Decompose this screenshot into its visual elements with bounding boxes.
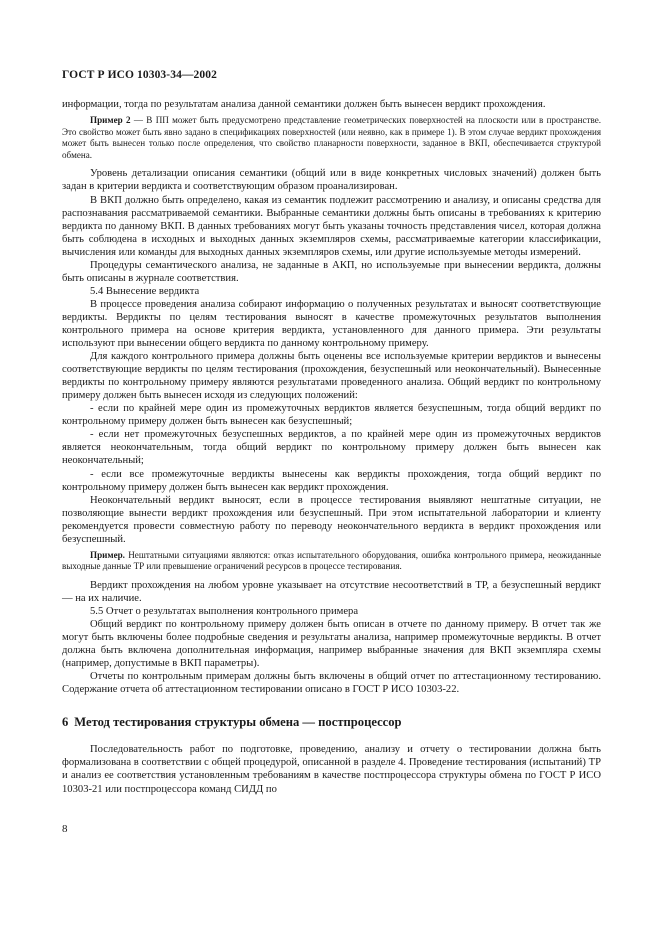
paragraph: Отчеты по контрольным примерам должны быть включены в общий отчет по аттестационному тестированию. Содержание отчета об аттестационном тестировании описано в ГОСТ Р ИСО 10303-22. <box>62 671 601 696</box>
list-item: - если по крайней мере один из промежуточных вердиктов является безуспешным, тогда общий вердикт по контрольному примеру должен быть вынесен как безуспешный; <box>62 403 601 428</box>
example-text: Нештатными ситуациями являются: отказ испытательного оборудования, ошибка контрольного примера, неожиданные выходные данные ТР или превышение ограничений ресурсов в процессе тестирования. <box>62 549 601 572</box>
paragraph: Уровень детализации описания семантики (общий или в виде конкретных числовых значений) должен быть задан в критерии вердикта и соответствующим образом проанализирован. <box>62 168 601 193</box>
subsection-heading-5-5: 5.5 Отчет о результатах выполнения контрольного примера <box>90 606 359 618</box>
example-2-text: — В ПП может быть предусмотрено представление геометрических поверхностей на плоскости или в пространстве. Это свойство может быть явно задано в спецификациях поверхностей (или неявно, как в примере 1). В этом случае вердикт прохождения может быть вынесен только после определения, что свойство планарности поверхности, заданное в ВКП, обеспечивается структурой обмена. <box>62 115 601 160</box>
paragraph: В ВКП должно быть определено, какая из семантик подлежит рассмотрению и анализу, и описаны средства для распознавания рассматриваемой семантики. Выбранные семантики должны быть описаны в требованиях к критерию вердикта по данному ВКП. В данных требованиях могут быть указаны точность представления чисел, которая должна быть соблюдена в исходных и выходных данных экземпляров схемы, рассматриваемые категории классификации, вычисления или команды для выходных данных экземпляров схемы, или другие используемые методы измерений. <box>62 194 601 258</box>
example-2-label: Пример 2 <box>90 115 131 126</box>
paragraph: Вердикт прохождения на любом уровне указывает на отсутствие несоответствий в ТР, а безуспешный вердикт — на их наличие. <box>62 579 601 605</box>
section-6-number: 6 <box>62 715 69 730</box>
paragraph: Для каждого контрольного примера должны быть оценены все используемые критерии вердиктов и вынесены соответствующие вердикты по целям тестирования (прохождения, безуспешный или неокончательный). Вынесенные вердикты по контрольному примеру являются результатами проведенного анализа. Общий вердикт по контрольному примеру должен быть вынесен исходя из следующих положений: <box>62 351 601 402</box>
example-note <box>62 550 601 573</box>
document-header: ГОСТ Р ИСО 10303-34—2002 <box>62 69 217 81</box>
subsection-heading-5-4: 5.4 Вынесение вердикта <box>90 285 200 297</box>
example-2 <box>62 115 601 161</box>
paragraph: Неокончательный вердикт выносят, если в процессе тестирования выявляют нештатные ситуации, не позволяющие вынести вердикт прохождения или безуспешный. При этом испытательной лаборатории и клиенту рекомендуется провести совместную работу по переводу неокончательного вердикта в вердикт прохождения или безуспешный. <box>62 494 601 545</box>
list-item: - если все промежуточные вердикты вынесены как вердикты прохождения, тогда общий вердикт по контрольному примеру должен быть вынесен как вердикт прохождения. <box>62 468 601 493</box>
paragraph: Общий вердикт по контрольному примеру должен быть описан в отчете по данному примеру. В отчет так же могут быть включены более подробные сведения и результаты анализа, например промежуточные вердикты. В отчет должна быть включена дополнительная информация, например выбранные значения для ВКП экземпляра схемы (например, допустимые в ВКП параметры). <box>62 619 601 670</box>
example-label: Пример. <box>90 549 125 560</box>
document-body <box>62 98 601 796</box>
list-item: - если нет промежуточных безуспешных вердиктов, а по крайней мере один из промежуточных вердиктов является неокончательным, тогда общий вердикт по контрольному примеру должен быть вынесен как неокончательный; <box>62 429 601 467</box>
page-number: 8 <box>62 823 68 835</box>
section-6-title: Метод тестирования структуры обмена — постпроцессор <box>74 715 402 730</box>
paragraph: информации, тогда по результатам анализа данной семантики должен быть вынесен вердикт прохождения. <box>62 99 546 110</box>
paragraph: Последовательность работ по подготовке, проведению, анализу и отчету о тестировании должна быть формализована в соответствии с общей процедурой, описанной в разделе 4. Проведение тестирования (испытаний) ТР и анализ ее соответствия установленным требованиям в качестве постпроцессора структуры обмена по ГОСТ Р ИСО 10303-21 или постпроцессора команд СИДД по <box>62 744 601 795</box>
paragraph: В процессе проведения анализа собирают информацию о полученных результатах и выносят соответствующие вердикты. Вердикты по целям тестирования выносят в качестве промежуточных результатов выполнения контрольного примера на основе критерия вердикта, установленного для данного примера. Эти результаты используют при вынесении общего вердикта по данному контрольному примеру. <box>62 298 601 350</box>
section-6-heading <box>62 715 601 730</box>
paragraph: Процедуры семантического анализа, не заданные в АКП, но используемые при вынесении вердикта, должны быть описаны в журнале соответствия. <box>62 259 601 284</box>
